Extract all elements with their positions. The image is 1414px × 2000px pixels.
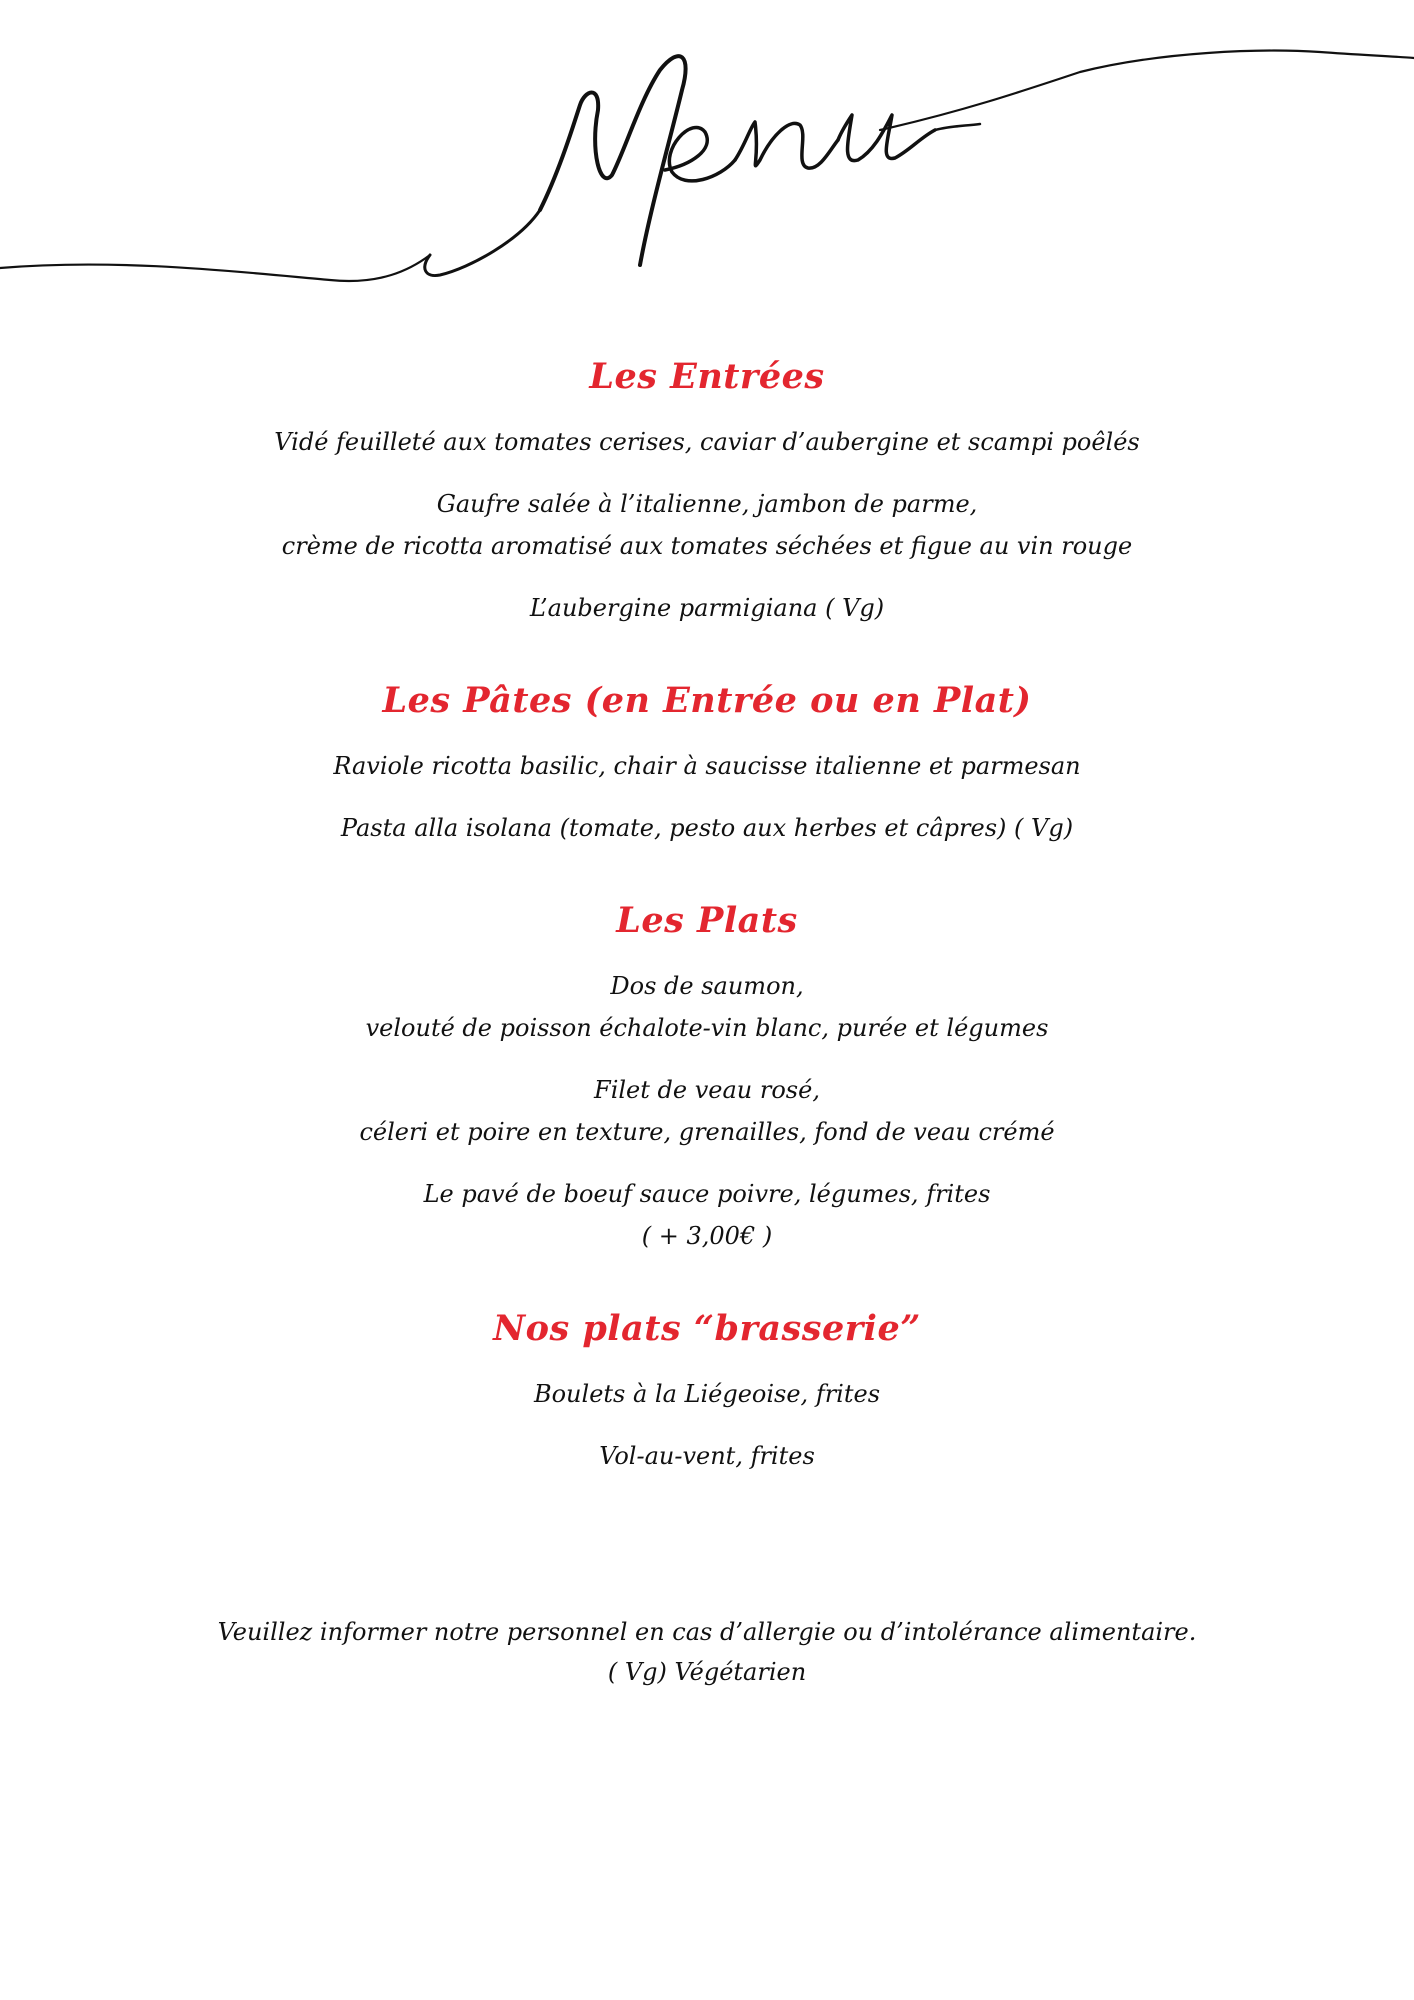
dish-item xyxy=(0,1435,1414,1477)
allergy-note: Veuillez informer notre personnel en cas d’allergie ou d’intolérance alimentaire. xyxy=(217,1618,1197,1646)
dish-line: Boulets à la Liégeoise, frites xyxy=(533,1380,881,1408)
section-title: Nos plats “brasserie” xyxy=(493,1308,921,1349)
swoosh-left xyxy=(0,255,430,281)
dish-item xyxy=(0,421,1414,463)
menu-body xyxy=(0,355,1414,1527)
script-letter-u xyxy=(838,115,935,161)
dish-line: Dos de saumon, xyxy=(610,972,804,1000)
dish-line: Le pavé de boeuf sauce poivre, légumes, frites xyxy=(423,1180,991,1208)
dish-line: Gaufre salée à l’italienne, jambon de parme, xyxy=(436,490,978,518)
script-letter-e xyxy=(665,127,735,180)
dish-item xyxy=(0,965,1414,1049)
dish-item xyxy=(0,1173,1414,1257)
dish-line: velouté de poisson échalote-vin blanc, purée et légumes xyxy=(365,1014,1049,1042)
dish-line: Vidé feuilleté aux tomates cerises, caviar d’aubergine et scampi poêlés xyxy=(274,428,1140,456)
swoosh-right xyxy=(880,51,1414,130)
menu-header-flourish xyxy=(0,0,1414,300)
section-title: Les Pâtes (en Entrée ou en Plat) xyxy=(382,680,1032,721)
script-tail xyxy=(935,124,980,130)
menu-section xyxy=(0,679,1414,849)
script-letter-m xyxy=(540,56,686,265)
dish-line: crème de ricotta aromatisé aux tomates séchées et figue au vin rouge xyxy=(281,532,1133,560)
dish-line: L’aubergine parmigiana ( Vg) xyxy=(529,594,885,622)
dish-item xyxy=(0,807,1414,849)
section-title: Les Plats xyxy=(616,900,798,941)
dish-item xyxy=(0,587,1414,629)
dish-line: céleri et poire en texture, grenailles, fond de veau crémé xyxy=(359,1118,1055,1146)
dish-line: Pasta alla isolana (tomate, pesto aux herbes et câpres) ( Vg) xyxy=(340,814,1074,842)
dish-item xyxy=(0,1373,1414,1415)
script-loop xyxy=(425,210,540,276)
dish-line: Raviole ricotta basilic, chair à saucisse italienne et parmesan xyxy=(333,752,1081,780)
dish-line: Filet de veau rosé, xyxy=(594,1076,820,1104)
script-letter-n xyxy=(735,122,838,168)
dish-item xyxy=(0,483,1414,567)
vegetarian-legend: ( Vg) Végétarien xyxy=(607,1658,807,1686)
footer-notes xyxy=(0,1612,1414,1692)
dish-line: ( + 3,00€ ) xyxy=(641,1222,773,1250)
dish-line: Vol-au-vent, frites xyxy=(599,1442,815,1470)
dish-item xyxy=(0,745,1414,787)
section-title: Les Entrées xyxy=(589,356,825,397)
menu-section xyxy=(0,355,1414,629)
dish-item xyxy=(0,1069,1414,1153)
menu-section xyxy=(0,1307,1414,1477)
menu-section xyxy=(0,899,1414,1257)
